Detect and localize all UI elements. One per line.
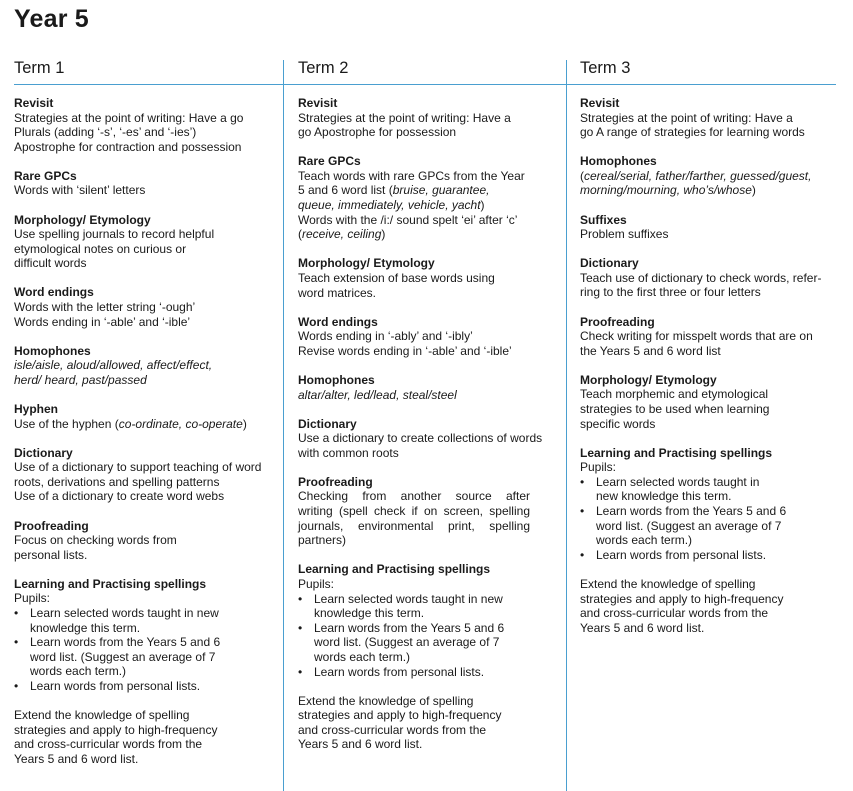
section-title: Morphology/ Etymology: [298, 256, 435, 271]
section-line-text: herd/ heard, past/passed: [14, 372, 147, 387]
section-line-text: isle/aisle, aloud/allowed, affect/effect,: [14, 358, 213, 373]
section-title: Dictionary: [298, 416, 357, 431]
section-line: Use a dictionary to create collections of words: [298, 431, 543, 446]
section-line: [298, 183, 530, 198]
curriculum-section: [298, 154, 530, 242]
section-title: Learning and Practising spellings: [298, 562, 491, 577]
section-title: Revisit: [14, 96, 54, 110]
bullet-item: [14, 606, 270, 635]
section-line-segment: ): [381, 227, 386, 242]
bullet-line: word list. (Suggest an average of 7: [30, 649, 216, 664]
section-line: Apostrophe for contraction and possession: [14, 139, 242, 154]
section-line: journals, environmental print, spelling: [298, 518, 530, 533]
section-line: Years 5 and 6 word list.: [14, 751, 139, 766]
bullet-line: words each term.): [314, 649, 411, 664]
section-line-segment: ): [480, 198, 485, 213]
section-title: Morphology/ Etymology: [580, 372, 717, 387]
bullet-line: • Learn words from the Years 5 and 6: [596, 504, 787, 519]
term-column-3: [580, 56, 835, 791]
bullet-line: • Learn words from the Years 5 and 6: [314, 620, 505, 635]
section-title: Proofreading: [580, 314, 655, 329]
curriculum-section: [298, 96, 530, 140]
section-line: Focus on checking words from: [14, 533, 177, 548]
section-line: Use spelling journals to record helpful: [14, 227, 215, 242]
section-line-segment: morning/mourning, who’s/whose: [580, 183, 752, 198]
bullet-line: knowledge this term.: [314, 606, 425, 621]
bullet-line: word list. (Suggest an average of 7: [596, 518, 782, 533]
section-line: Pupils:: [14, 591, 51, 606]
curriculum-section: [14, 344, 270, 388]
section-line-segment: ): [242, 416, 247, 431]
section-title: Revisit: [580, 96, 620, 110]
bullet-item: [580, 548, 835, 563]
section-line: [580, 169, 835, 184]
section-line: writing (spell check if on screen, spelling: [298, 504, 530, 519]
curriculum-section: [580, 315, 835, 359]
curriculum-section: [14, 708, 270, 766]
section-title: Proofreading: [14, 518, 89, 533]
curriculum-section: [298, 475, 530, 548]
section-line-segment: (: [298, 227, 302, 242]
curriculum-section: [14, 285, 270, 329]
section-line: Strategies at the point of writing: Have a: [298, 110, 511, 125]
section-title: Morphology/ Etymology: [14, 212, 151, 227]
bullet-line: • Learn words from personal lists.: [596, 547, 767, 562]
section-line: etymological notes on curious or: [14, 241, 187, 256]
section-line: strategies and apply to high-frequency: [14, 722, 218, 737]
section-line: Use of a dictionary to create word webs: [14, 489, 225, 504]
term-2-sections: [298, 85, 543, 752]
section-title: Homophones: [580, 154, 657, 169]
section-line: [14, 358, 270, 373]
section-line: ring to the first three or four letters: [580, 285, 761, 300]
bullet-line: • Learn words from personal lists.: [314, 664, 485, 679]
section-line: Plurals (adding ‘-s’, ‘-es’ and ‘-ies’): [14, 125, 197, 140]
section-line: strategies to be used when learning: [580, 402, 770, 416]
curriculum-section: [580, 446, 835, 563]
section-line: Strategies at the point of writing: Have a go: [14, 110, 244, 125]
section-title: Word endings: [298, 314, 378, 329]
section-line: partners): [298, 533, 347, 548]
section-line: Extend the knowledge of spelling: [298, 693, 474, 708]
curriculum-section: [14, 213, 270, 271]
section-title: Proofreading: [298, 474, 373, 489]
section-line: and cross-curricular words from the: [298, 722, 487, 737]
curriculum-section: [580, 256, 835, 300]
section-line: strategies and apply to high-frequency: [298, 708, 502, 723]
section-line-segment: co-ordinate, co-operate: [118, 416, 243, 431]
section-line: Words ending in ‘-able’ and ‘-ible’: [14, 314, 191, 329]
bullet-item: [580, 504, 835, 548]
section-line: the Years 5 and 6 word list: [580, 343, 721, 358]
section-line: Words with the /i:/ sound spelt ‘ei’ after ‘c’: [298, 212, 518, 227]
bullet-line: new knowledge this term.: [596, 489, 732, 504]
section-line: [14, 417, 270, 432]
section-line: go Apostrophe for possession: [298, 125, 457, 140]
bullet-line: • Learn words from the Years 5 and 6: [30, 635, 221, 650]
term-column-1: [14, 56, 270, 791]
bullet-item: [298, 665, 530, 680]
section-line: Checking from another source after: [298, 489, 530, 504]
term-1-sections: [14, 85, 270, 766]
section-line: [14, 373, 270, 388]
curriculum-section: [298, 694, 530, 752]
section-title: Homophones: [298, 372, 375, 387]
section-line-segment: 5 and 6 word list (: [298, 183, 393, 198]
curriculum-section: [580, 213, 835, 242]
bullet-item: [580, 475, 835, 504]
section-line: with common roots: [298, 445, 399, 460]
curriculum-section: [298, 373, 530, 402]
term-columns: [0, 56, 853, 791]
section-line: Words with ‘silent’ letters: [14, 183, 146, 198]
section-line: Teach words with rare GPCs from the Year: [298, 168, 525, 183]
section-title: Word endings: [14, 285, 94, 300]
section-line: [298, 388, 530, 403]
section-line-text: altar/alter, led/lead, steal/steel: [298, 387, 457, 402]
section-line: difficult words: [14, 256, 87, 271]
bullet-line: • Learn selected words taught in new: [314, 591, 503, 606]
section-line-segment: cereal/serial, father/farther, guessed/guest,: [584, 168, 812, 183]
section-line: Problem suffixes: [580, 227, 669, 242]
term-3-header: Term 3: [580, 59, 631, 77]
curriculum-section: [580, 96, 835, 140]
section-line: go A range of strategies for learning words: [580, 125, 805, 140]
section-line: [298, 198, 530, 213]
bullet-list: [298, 592, 530, 680]
section-line: Years 5 and 6 word list.: [580, 620, 705, 635]
section-line: [298, 227, 530, 242]
bullet-item: [298, 592, 530, 621]
bullet-item: [14, 635, 270, 679]
curriculum-section: [298, 562, 530, 679]
section-line: Strategies at the point of writing: Have a: [580, 110, 793, 125]
section-title: Rare GPCs: [14, 168, 77, 183]
curriculum-section: [14, 402, 270, 431]
section-title: Homophones: [14, 343, 91, 358]
section-title: Revisit: [298, 96, 338, 110]
section-line: Teach extension of base words using: [298, 270, 495, 285]
term-column-2: [298, 56, 543, 791]
bullet-line: • Learn selected words taught in: [596, 474, 760, 489]
section-line: Extend the knowledge of spelling: [14, 708, 190, 723]
curriculum-section: [14, 96, 270, 154]
section-line: Extend the knowledge of spelling: [580, 576, 756, 591]
curriculum-section: [298, 416, 543, 461]
bullet-item: [298, 621, 530, 665]
section-line: Teach morphemic and etymological: [580, 387, 769, 402]
term-2-header: Term 2: [298, 59, 349, 77]
curriculum-section: [14, 577, 270, 694]
section-line-segment: ): [751, 183, 756, 198]
section-line-segment: Use of the hyphen (: [14, 416, 119, 431]
bullet-line: words each term.): [30, 664, 127, 679]
section-title: Suffixes: [580, 212, 627, 227]
section-line-segment: bruise, guarantee,: [392, 183, 490, 198]
section-line-segment: queue, immediately, vehicle, yacht: [298, 198, 481, 213]
bullet-list: [580, 475, 835, 563]
section-title: Rare GPCs: [298, 154, 361, 169]
bullet-item: [14, 679, 270, 694]
bullet-line: word list. (Suggest an average of 7: [314, 635, 500, 650]
section-title: Hyphen: [14, 402, 59, 416]
section-line: Revise words ending in ‘-able’ and ‘-ible’: [298, 343, 512, 358]
term-1-header: Term 1: [14, 59, 65, 77]
page-title: Year 5: [14, 5, 89, 33]
section-line-segment: receive, ceiling: [302, 227, 382, 242]
curriculum-section: [298, 256, 530, 300]
section-line: Words ending in ‘-ably’ and ‘-ibly’: [298, 329, 473, 344]
section-line: [580, 183, 835, 198]
section-line: Words with the letter string ‘-ough’: [14, 300, 196, 315]
section-line: Pupils:: [298, 576, 335, 591]
section-title: Learning and Practising spellings: [580, 445, 773, 460]
section-title: Dictionary: [14, 445, 73, 460]
section-line: personal lists.: [14, 547, 88, 562]
section-title: Dictionary: [580, 256, 639, 271]
section-line: and cross-curricular words from the: [580, 606, 769, 621]
section-line: Use of a dictionary to support teaching of word: [14, 460, 262, 475]
section-line: specific words: [580, 416, 656, 431]
section-line: Teach use of dictionary to check words, refer-: [580, 270, 822, 285]
bullet-list: [14, 606, 270, 694]
section-line: Years 5 and 6 word list.: [298, 737, 423, 752]
curriculum-section: [580, 577, 835, 635]
section-line: Check writing for misspelt words that are on: [580, 329, 813, 344]
curriculum-section: [14, 519, 270, 563]
bullet-line: knowledge this term.: [30, 620, 141, 635]
section-line: strategies and apply to high-frequency: [580, 591, 784, 606]
section-title: Learning and Practising spellings: [14, 576, 207, 591]
curriculum-section: [580, 373, 835, 431]
bullet-line: • Learn words from personal lists.: [30, 679, 201, 693]
section-line: and cross-curricular words from the: [14, 737, 203, 752]
curriculum-section: [14, 446, 270, 504]
section-line: roots, derivations and spelling patterns: [14, 474, 220, 489]
curriculum-section: [14, 169, 270, 198]
section-line-segment: (: [580, 168, 584, 183]
bullet-line: • Learn selected words taught in new: [30, 606, 219, 621]
section-line: word matrices.: [298, 285, 377, 300]
bullet-line: words each term.): [596, 533, 693, 548]
curriculum-section: [298, 315, 530, 359]
curriculum-section: [580, 154, 835, 198]
term-3-sections: [580, 85, 835, 635]
section-line: Pupils:: [580, 460, 617, 475]
